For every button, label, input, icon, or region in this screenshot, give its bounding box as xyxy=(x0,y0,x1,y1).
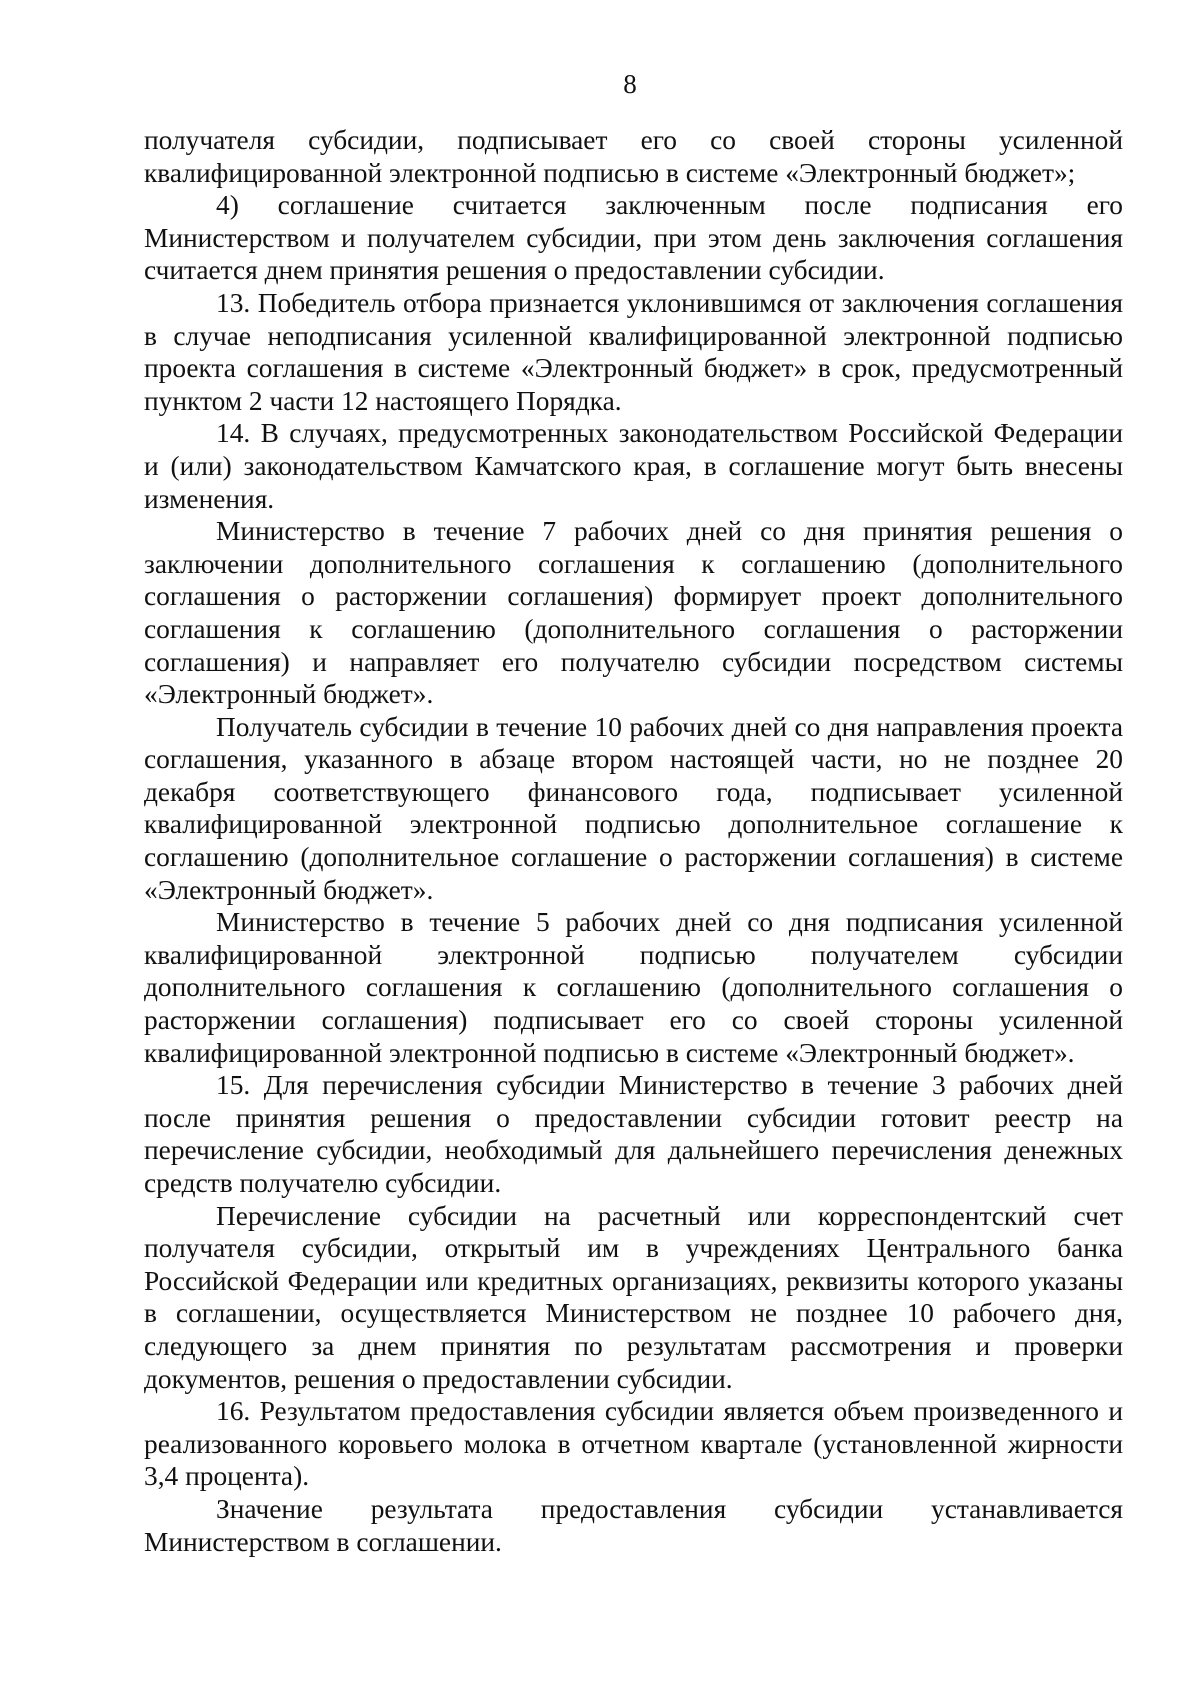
paragraph-section-14-part-3: Получатель субсидии в течение 10 рабочих дней со дня направления проекта соглашения, указанного в абзаце втором настоящей части, но не позднее 20 декабря соответствующего финансового года, подписывает усиленной квалифицированной электронной подписью дополнительное соглашение к соглашению (дополнительное соглашение о расторжении соглашения) в системе «Электронный бюджет». xyxy=(144,711,1123,905)
document-body xyxy=(144,124,1123,1558)
paragraph-continuation: получателя субсидии, подписывает его со своей стороны усиленной квалифицированной электронной подписью в системе «Электронный бюджет»; xyxy=(144,125,1123,188)
page-number: 8 xyxy=(623,69,637,99)
paragraph-section-16-part-2: Значение результата предоставления субсидии устанавливается Министерством в соглашении. xyxy=(144,1493,1123,1557)
paragraph-section-14-part-4: Министерство в течение 5 рабочих дней со дня подписания усиленной квалифицированной электронной подписью получателем субсидии дополнительного соглашения к соглашению (дополнительного соглашения о расторжении соглашения) подписывает его со своей стороны усиленной квалифицированной электронной подписью в системе «Электронный бюджет». xyxy=(144,907,1123,1068)
paragraph-section-13: 13. Победитель отбора признается уклонившимся от заключения соглашения в случае неподписания усиленной квалифицированной электронной подписью проекта соглашения в системе «Электронный бюджет» в срок, предусмотренный пунктом 2 части 12 настоящего Порядка. xyxy=(144,287,1123,416)
paragraph-section-14: 14. В случаях, предусмотренных законодательством Российской Федерации и (или) законодательством Камчатского края, в соглашение могут быть внесены изменения. xyxy=(144,418,1123,514)
paragraph-section-14-part-2: Министерство в течение 7 рабочих дней со дня принятия решения о заключении дополнительного соглашения к соглашению (дополнительного соглашения о расторжении соглашения) формирует проект дополнительного соглашения к соглашению (дополнительного соглашения о расторжении соглашения) и направляет его получателю субсидии посредством системы «Электронный бюджет». xyxy=(144,516,1123,710)
paragraph-section-15-part-2: Перечисление субсидии на расчетный или корреспондентский счет получателя субсидии, открытый им в учреждениях Центрального банка Российской Федерации или кредитных организациях, реквизиты которого указаны в соглашении, осуществляется Министерством не позднее 10 рабочего дня, следующего за днем принятия по результатам рассмотрения и проверки документов, решения о предоставлении субсидии. xyxy=(144,1200,1123,1394)
paragraph-section-15: 15. Для перечисления субсидии Министерство в течение 3 рабочих дней после принятия решения о предоставлении субсидии готовит реестр на перечисление субсидии, необходимый для дальнейшего перечисления денежных средств получателю субсидии. xyxy=(144,1070,1123,1198)
paragraph-item-4: 4) соглашение считается заключенным после подписания его Министерством и получателем субсидии, при этом день заключения соглашения считается днем принятия решения о предоставлении субсидии. xyxy=(144,190,1123,286)
paragraph-section-16: 16. Результатом предоставления субсидии является объем произведенного и реализованного коровьего молока в отчетном квартале (установленной жирности 3,4 процента). xyxy=(144,1396,1123,1492)
